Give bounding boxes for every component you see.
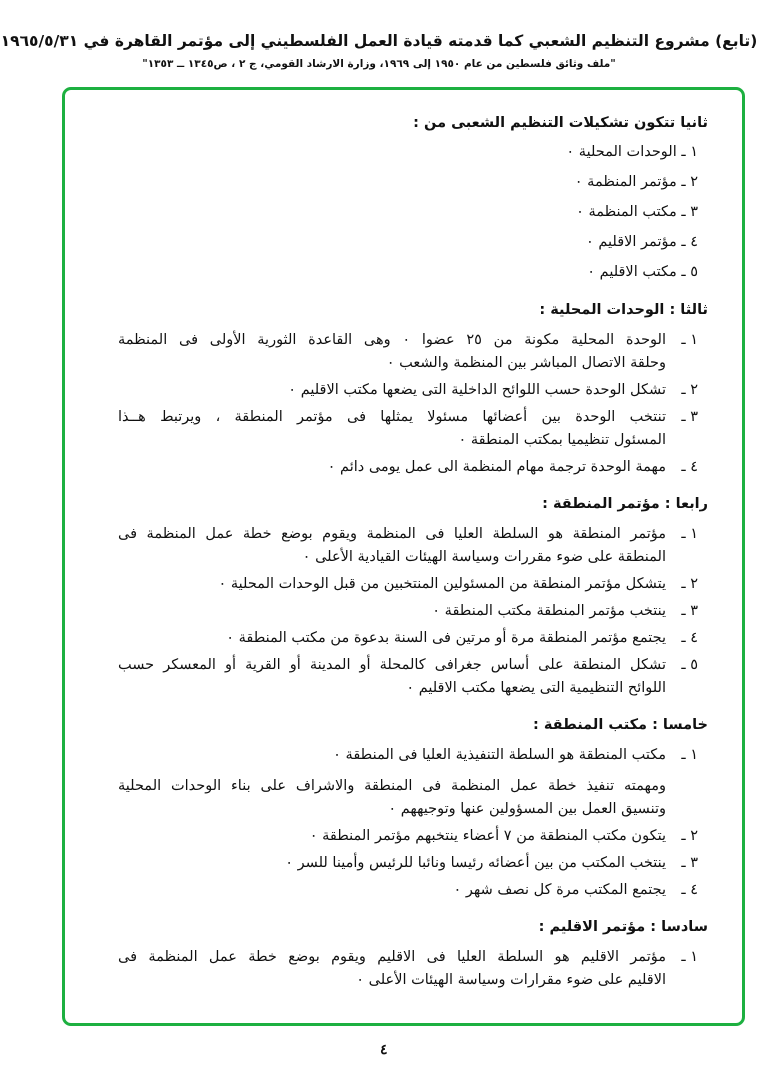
item-line: مؤتمر المنطقة هو السلطة العليا فى المنظمة ويقوم بوضع خطة عمل المنظمة فى <box>118 526 666 542</box>
list-item <box>118 456 708 479</box>
list-item <box>118 600 708 623</box>
item-line: الوحدة المحلية مكونة من ٢٥ عضوا ٠ وهى القاعدة الثورية الأولى فى المنظمة <box>118 332 666 348</box>
item-line: يجتمع المكتب مرة كل نصف شهر ٠ <box>453 882 666 898</box>
formations-list <box>118 139 708 285</box>
list-item <box>118 654 708 700</box>
item-line: اللوائح التنظيمية التى يضعها مكتب الاقليم ٠ <box>406 680 666 696</box>
section-heading: رابعا : مؤتمر المنطقة : <box>542 496 708 512</box>
item-line: مؤتمر الاقليم هو السلطة العليا فى الاقليم ويقوم بوضع خطة عمل المنظمة فى <box>118 949 666 965</box>
item-line: الاقليم على ضوء مقرارات وسياسة الهيئات الأعلى ٠ <box>356 972 666 988</box>
item-line: مهمة الوحدة ترجمة مهام المنظمة الى عمل يومى دائم ٠ <box>327 459 666 475</box>
item-line: تشكل الوحدة حسب اللوائح الداخلية التى يضعها مكتب الاقليم ٠ <box>288 382 666 398</box>
paragraph <box>118 775 708 821</box>
item-number: ٣ ـ <box>681 409 698 425</box>
item-number: ١ ـ <box>681 949 698 965</box>
item-number: ١ ـ <box>681 332 698 348</box>
item-number: ٤ ـ <box>681 882 698 898</box>
item-line: ينتخب مؤتمر المنطقة مكتب المنطقة ٠ <box>432 603 666 619</box>
item-line: يجتمع مؤتمر المنطقة مرة أو مرتين فى السنة بدعوة من مكتب المنطقة ٠ <box>226 630 666 646</box>
section-list <box>118 946 708 992</box>
list-item <box>118 379 708 402</box>
list-item: ٥ ـ مكتب الاقليم ٠ <box>587 264 698 280</box>
item-number: ٥ ـ <box>681 657 698 673</box>
page-number: ٤ <box>380 1042 388 1058</box>
item-number: ٣ ـ <box>681 855 698 871</box>
paragraph-line: ومهمته تنفيذ خطة عمل المنظمة فى المنطقة والاشراف على بناء الوحدات المحلية <box>118 778 666 794</box>
document-source: "ملف وثائق فلسطين من عام ١٩٥٠ إلى ١٩٦٩، وزارة الارشاد القومي، ج ٢ ، ص١٣٤٥ ــ ١٣٥٣" <box>142 58 616 70</box>
item-number: ١ ـ <box>681 526 698 542</box>
item-number: ٢ ـ <box>681 828 698 844</box>
list-item <box>118 627 708 650</box>
list-item <box>118 523 708 569</box>
list-item: ١ ـ الوحدات المحلية ٠ <box>566 144 698 160</box>
section-list <box>118 329 708 479</box>
list-item: ٤ ـ مؤتمر الاقليم ٠ <box>585 234 698 250</box>
list-item <box>118 946 708 992</box>
item-line: ينتخب المكتب من بين أعضائه رئيسا ونائبا للرئيس وأمينا للسر ٠ <box>285 855 666 871</box>
list-item <box>118 329 708 375</box>
item-number: ٤ ـ <box>681 630 698 646</box>
paragraph-line: وتنسيق العمل بين المسؤولين عنها وتوجيههم ٠ <box>388 801 666 817</box>
list-item <box>118 879 708 902</box>
document-title: (تابع) مشروع التنظيم الشعبي كما قدمته قيادة العمل الفلسطيني إلى مؤتمر القاهرة في ١٩٦٥/٥/٣١ <box>0 32 758 50</box>
list-item <box>118 852 708 875</box>
item-number: ٤ ـ <box>681 459 698 475</box>
item-line: تشكل المنطقة على أساس جغرافى كالمحلة أو المدينة أو القرية أو المعسكر حسب <box>118 657 666 673</box>
section-heading: ثالثا : الوحدات المحلية : <box>539 302 708 318</box>
list-item <box>118 406 708 452</box>
list-item: ٣ ـ مكتب المنظمة ٠ <box>576 204 698 220</box>
item-line: يتكون مكتب المنطقة من ٧ أعضاء ينتخبهم مؤتمر المنطقة ٠ <box>309 828 666 844</box>
list-item: ٢ ـ مؤتمر المنظمة ٠ <box>574 174 698 190</box>
document-body <box>118 112 708 992</box>
item-line: يتشكل مؤتمر المنطقة من المسئولين المنتخبين من قبل الوحدات المحلية ٠ <box>218 576 666 592</box>
item-line: مكتب المنطقة هو السلطة التنفيذية العليا فى المنطقة ٠ <box>333 747 666 763</box>
list-item <box>118 825 708 848</box>
item-line: وحلقة الاتصال المباشر بين المنظمة والشعب ٠ <box>386 355 666 371</box>
section-heading: ثانيا تتكون تشكيلات التنظيم الشعبى من : <box>413 115 708 131</box>
item-number: ٣ ـ <box>681 603 698 619</box>
section-list <box>118 523 708 700</box>
item-line: المنطقة على ضوء مقررات وسياسة الهيئات القيادية الأعلى ٠ <box>302 549 666 565</box>
item-number: ٢ ـ <box>681 382 698 398</box>
list-item <box>118 573 708 596</box>
section-heading: سادسا : مؤتمر الاقليم : <box>538 919 708 935</box>
item-number: ٢ ـ <box>681 576 698 592</box>
section-list <box>118 744 708 902</box>
item-line: المسئول تنظيميا بمكتب المنطقة ٠ <box>458 432 666 448</box>
item-line: تنتخب الوحدة بين أعضائها مسئولا يمثلها فى مؤتمر المنطقة ، ويرتبط هــذا <box>118 409 666 425</box>
list-item <box>118 744 708 767</box>
item-number: ١ ـ <box>681 747 698 763</box>
section-heading: خامسا : مكتب المنطقة : <box>533 717 708 733</box>
